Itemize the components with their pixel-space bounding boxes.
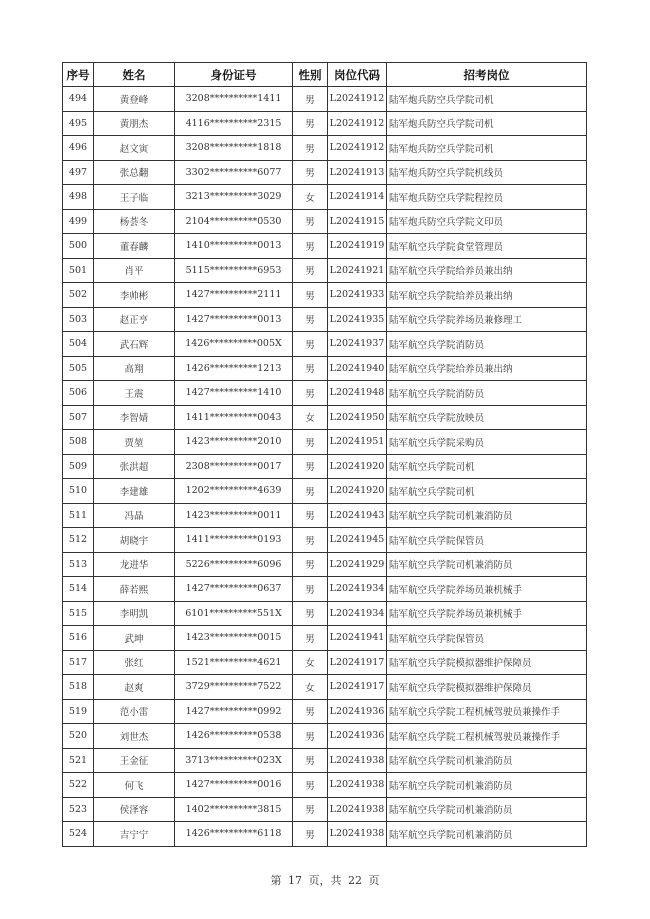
cell-position-code: L20241948 <box>328 381 387 406</box>
cell-index: 506 <box>63 381 94 406</box>
cell-name: 冯晶 <box>94 503 175 528</box>
cell-id-number: 1427**********0013 <box>175 307 293 332</box>
cell-position: 陆军炮兵防空兵学院司机 <box>387 136 587 161</box>
cell-position: 陆军航空兵学院司机兼消防员 <box>387 552 587 577</box>
cell-name: 龙进华 <box>94 552 175 577</box>
cell-id-number: 3208**********1818 <box>175 136 293 161</box>
cell-name: 张洪超 <box>94 454 175 479</box>
cell-gender: 男 <box>293 773 328 798</box>
cell-index: 516 <box>63 626 94 651</box>
table-row <box>63 307 587 332</box>
cell-index: 497 <box>63 160 94 185</box>
cell-position: 陆军航空兵学院模拟器维护保障员 <box>387 675 587 700</box>
cell-position: 陆军航空兵学院采购员 <box>387 430 587 455</box>
table-row <box>63 160 587 185</box>
cell-id-number: 1426**********0538 <box>175 724 293 749</box>
cell-id-number: 1402**********3815 <box>175 797 293 822</box>
cell-position: 陆军航空兵学院保管员 <box>387 626 587 651</box>
cell-position-code: L20241917 <box>328 675 387 700</box>
cell-id-number: 1427**********0992 <box>175 699 293 724</box>
cell-id-number: 3302**********6077 <box>175 160 293 185</box>
cell-index: 499 <box>63 209 94 234</box>
cell-gender: 男 <box>293 748 328 773</box>
table-row <box>63 822 587 847</box>
cell-position: 陆军航空兵学院消防员 <box>387 332 587 357</box>
cell-gender: 男 <box>293 111 328 136</box>
cell-id-number: 3213**********3029 <box>175 185 293 210</box>
cell-index: 514 <box>63 577 94 602</box>
cell-name: 张红 <box>94 650 175 675</box>
cell-gender: 女 <box>293 405 328 430</box>
cell-index: 519 <box>63 699 94 724</box>
table-row <box>63 381 587 406</box>
cell-name: 赵正亨 <box>94 307 175 332</box>
cell-position-code: L20241914 <box>328 185 387 210</box>
table-row <box>63 185 587 210</box>
cell-id-number: 1427**********2111 <box>175 283 293 308</box>
cell-position-code: L20241938 <box>328 797 387 822</box>
cell-gender: 女 <box>293 650 328 675</box>
cell-position-code: L20241937 <box>328 332 387 357</box>
header-gender: 性别 <box>293 63 328 87</box>
cell-position: 陆军炮兵防空兵学院司机 <box>387 87 587 112</box>
table-row <box>63 699 587 724</box>
cell-gender: 男 <box>293 430 328 455</box>
cell-position-code: L20241929 <box>328 552 387 577</box>
cell-name: 董春麟 <box>94 234 175 259</box>
table-row <box>63 234 587 259</box>
cell-gender: 女 <box>293 675 328 700</box>
cell-position: 陆军航空兵学院司机 <box>387 454 587 479</box>
cell-position-code: L20241938 <box>328 748 387 773</box>
cell-index: 520 <box>63 724 94 749</box>
candidate-table <box>62 62 587 847</box>
cell-position: 陆军航空兵学院司机兼消防员 <box>387 773 587 798</box>
cell-index: 495 <box>63 111 94 136</box>
cell-index: 517 <box>63 650 94 675</box>
cell-index: 508 <box>63 430 94 455</box>
cell-index: 518 <box>63 675 94 700</box>
cell-position-code: L20241919 <box>328 234 387 259</box>
header-position-code: 岗位代码 <box>328 63 387 87</box>
cell-position: 陆军航空兵学院给养员兼出纳 <box>387 258 587 283</box>
cell-name: 武坤 <box>94 626 175 651</box>
cell-gender: 男 <box>293 307 328 332</box>
cell-position-code: L20241934 <box>328 577 387 602</box>
cell-position: 陆军航空兵学院养场员兼机械手 <box>387 577 587 602</box>
cell-name: 李明凯 <box>94 601 175 626</box>
cell-id-number: 1427**********0016 <box>175 773 293 798</box>
cell-index: 504 <box>63 332 94 357</box>
cell-name: 范小雷 <box>94 699 175 724</box>
cell-position-code: L20241938 <box>328 822 387 847</box>
cell-gender: 女 <box>293 185 328 210</box>
cell-index: 511 <box>63 503 94 528</box>
cell-id-number: 6101**********551X <box>175 601 293 626</box>
cell-name: 武石辉 <box>94 332 175 357</box>
cell-id-number: 1410**********0013 <box>175 234 293 259</box>
cell-index: 500 <box>63 234 94 259</box>
header-index: 序号 <box>63 63 94 87</box>
cell-name: 王子临 <box>94 185 175 210</box>
cell-position: 陆军航空兵学院保管员 <box>387 528 587 553</box>
cell-name: 高翔 <box>94 356 175 381</box>
cell-index: 510 <box>63 479 94 504</box>
cell-position-code: L20241941 <box>328 626 387 651</box>
cell-position: 陆军炮兵防空兵学院文印员 <box>387 209 587 234</box>
cell-id-number: 5226**********6096 <box>175 552 293 577</box>
cell-position-code: L20241933 <box>328 283 387 308</box>
table-row <box>63 111 587 136</box>
table-row <box>63 479 587 504</box>
cell-name: 何飞 <box>94 773 175 798</box>
cell-name: 侯泽容 <box>94 797 175 822</box>
cell-index: 503 <box>63 307 94 332</box>
cell-id-number: 1202**********4639 <box>175 479 293 504</box>
cell-position: 陆军航空兵学院工程机械驾驶员兼操作手 <box>387 699 587 724</box>
cell-id-number: 1426**********6118 <box>175 822 293 847</box>
cell-gender: 男 <box>293 454 328 479</box>
cell-position-code: L20241936 <box>328 699 387 724</box>
cell-index: 509 <box>63 454 94 479</box>
cell-id-number: 1426**********005X <box>175 332 293 357</box>
cell-position: 陆军航空兵学院司机 <box>387 479 587 504</box>
cell-gender: 男 <box>293 209 328 234</box>
cell-name: 王震 <box>94 381 175 406</box>
table-row <box>63 577 587 602</box>
cell-id-number: 1423**********0015 <box>175 626 293 651</box>
cell-position-code: L20241950 <box>328 405 387 430</box>
cell-id-number: 1411**********0193 <box>175 528 293 553</box>
cell-position-code: L20241940 <box>328 356 387 381</box>
cell-position: 陆军航空兵学院司机兼消防员 <box>387 797 587 822</box>
cell-gender: 男 <box>293 283 328 308</box>
cell-gender: 男 <box>293 258 328 283</box>
cell-gender: 男 <box>293 332 328 357</box>
cell-position: 陆军航空兵学院食堂管理员 <box>387 234 587 259</box>
cell-position: 陆军航空兵学院养场员兼修理工 <box>387 307 587 332</box>
table-row <box>63 136 587 161</box>
cell-index: 521 <box>63 748 94 773</box>
cell-gender: 男 <box>293 552 328 577</box>
header-name: 姓名 <box>94 63 175 87</box>
cell-index: 494 <box>63 87 94 112</box>
table-header-row <box>63 63 587 87</box>
cell-position-code: L20241912 <box>328 111 387 136</box>
table-row <box>63 503 587 528</box>
cell-position: 陆军航空兵学院司机兼消防员 <box>387 748 587 773</box>
cell-index: 496 <box>63 136 94 161</box>
page-number: 第 17 页，共 22 页 <box>270 874 380 887</box>
cell-gender: 男 <box>293 626 328 651</box>
table-row <box>63 283 587 308</box>
cell-position-code: L20241912 <box>328 136 387 161</box>
cell-id-number: 2308**********0017 <box>175 454 293 479</box>
table-row <box>63 405 587 430</box>
cell-position: 陆军炮兵防空兵学院程控员 <box>387 185 587 210</box>
cell-gender: 男 <box>293 724 328 749</box>
cell-position-code: L20241936 <box>328 724 387 749</box>
table-row <box>63 430 587 455</box>
cell-id-number: 1427**********0637 <box>175 577 293 602</box>
cell-index: 498 <box>63 185 94 210</box>
cell-position-code: L20241938 <box>328 773 387 798</box>
table-row <box>63 87 587 112</box>
cell-gender: 男 <box>293 528 328 553</box>
cell-id-number: 3208**********1411 <box>175 87 293 112</box>
cell-position: 陆军航空兵学院司机兼消防员 <box>387 503 587 528</box>
header-position: 招考岗位 <box>387 63 587 87</box>
table-row <box>63 332 587 357</box>
cell-id-number: 3729**********7522 <box>175 675 293 700</box>
table-row <box>63 675 587 700</box>
cell-gender: 男 <box>293 87 328 112</box>
cell-position-code: L20241945 <box>328 528 387 553</box>
cell-position: 陆军航空兵学院给养员兼出纳 <box>387 283 587 308</box>
cell-id-number: 5115**********6953 <box>175 258 293 283</box>
cell-gender: 男 <box>293 479 328 504</box>
cell-index: 522 <box>63 773 94 798</box>
cell-index: 513 <box>63 552 94 577</box>
cell-position-code: L20241921 <box>328 258 387 283</box>
table-row <box>63 258 587 283</box>
table-row <box>63 601 587 626</box>
cell-position-code: L20241917 <box>328 650 387 675</box>
cell-position-code: L20241920 <box>328 479 387 504</box>
table-row <box>63 748 587 773</box>
cell-name: 肖平 <box>94 258 175 283</box>
cell-position-code: L20241943 <box>328 503 387 528</box>
cell-gender: 男 <box>293 356 328 381</box>
cell-name: 王金征 <box>94 748 175 773</box>
cell-id-number: 3713**********023X <box>175 748 293 773</box>
cell-index: 512 <box>63 528 94 553</box>
cell-name: 薛若熙 <box>94 577 175 602</box>
cell-index: 523 <box>63 797 94 822</box>
cell-index: 505 <box>63 356 94 381</box>
table-row <box>63 650 587 675</box>
cell-position-code: L20241920 <box>328 454 387 479</box>
cell-name: 张总翻 <box>94 160 175 185</box>
cell-position: 陆军航空兵学院养场员兼机械手 <box>387 601 587 626</box>
cell-id-number: 1423**********0011 <box>175 503 293 528</box>
cell-index: 507 <box>63 405 94 430</box>
cell-gender: 男 <box>293 234 328 259</box>
cell-id-number: 1521**********4621 <box>175 650 293 675</box>
cell-position-code: L20241912 <box>328 87 387 112</box>
cell-name: 胡晓宇 <box>94 528 175 553</box>
cell-id-number: 2104**********0530 <box>175 209 293 234</box>
cell-name: 刘世杰 <box>94 724 175 749</box>
cell-name: 杨荟冬 <box>94 209 175 234</box>
table-row <box>63 209 587 234</box>
cell-id-number: 4116**********2315 <box>175 111 293 136</box>
cell-name: 李智婧 <box>94 405 175 430</box>
cell-name: 赵文寅 <box>94 136 175 161</box>
cell-gender: 男 <box>293 503 328 528</box>
cell-gender: 男 <box>293 381 328 406</box>
cell-position-code: L20241915 <box>328 209 387 234</box>
cell-gender: 男 <box>293 822 328 847</box>
cell-name: 黄登峰 <box>94 87 175 112</box>
cell-position-code: L20241934 <box>328 601 387 626</box>
cell-name: 李帅彬 <box>94 283 175 308</box>
cell-position: 陆军航空兵学院司机兼消防员 <box>387 822 587 847</box>
cell-index: 515 <box>63 601 94 626</box>
cell-gender: 男 <box>293 797 328 822</box>
cell-gender: 男 <box>293 601 328 626</box>
cell-gender: 男 <box>293 136 328 161</box>
cell-position: 陆军炮兵防空兵学院司机 <box>387 111 587 136</box>
cell-name: 贾堃 <box>94 430 175 455</box>
cell-position: 陆军炮兵防空兵学院机线员 <box>387 160 587 185</box>
cell-index: 524 <box>63 822 94 847</box>
cell-gender: 男 <box>293 577 328 602</box>
cell-index: 501 <box>63 258 94 283</box>
cell-position: 陆军航空兵学院消防员 <box>387 381 587 406</box>
cell-name: 黄朋杰 <box>94 111 175 136</box>
header-id-number: 身份证号 <box>175 63 293 87</box>
cell-position: 陆军航空兵学院模拟器维护保障员 <box>387 650 587 675</box>
table-row <box>63 528 587 553</box>
cell-name: 李建雄 <box>94 479 175 504</box>
cell-gender: 男 <box>293 160 328 185</box>
cell-name: 赵爽 <box>94 675 175 700</box>
table-row <box>63 773 587 798</box>
table-body <box>63 87 587 847</box>
cell-position-code: L20241951 <box>328 430 387 455</box>
table-row <box>63 626 587 651</box>
table-row <box>63 724 587 749</box>
cell-position: 陆军航空兵学院放映员 <box>387 405 587 430</box>
table-row <box>63 454 587 479</box>
cell-id-number: 1423**********2010 <box>175 430 293 455</box>
cell-id-number: 1427**********1410 <box>175 381 293 406</box>
cell-name: 吉宁宁 <box>94 822 175 847</box>
cell-position-code: L20241913 <box>328 160 387 185</box>
cell-id-number: 1411**********0043 <box>175 405 293 430</box>
table-row <box>63 356 587 381</box>
cell-position: 陆军航空兵学院工程机械驾驶员兼操作手 <box>387 724 587 749</box>
table-row <box>63 552 587 577</box>
cell-gender: 男 <box>293 699 328 724</box>
cell-position: 陆军航空兵学院给养员兼出纳 <box>387 356 587 381</box>
cell-id-number: 1426**********1213 <box>175 356 293 381</box>
cell-position-code: L20241935 <box>328 307 387 332</box>
cell-index: 502 <box>63 283 94 308</box>
table-row <box>63 797 587 822</box>
